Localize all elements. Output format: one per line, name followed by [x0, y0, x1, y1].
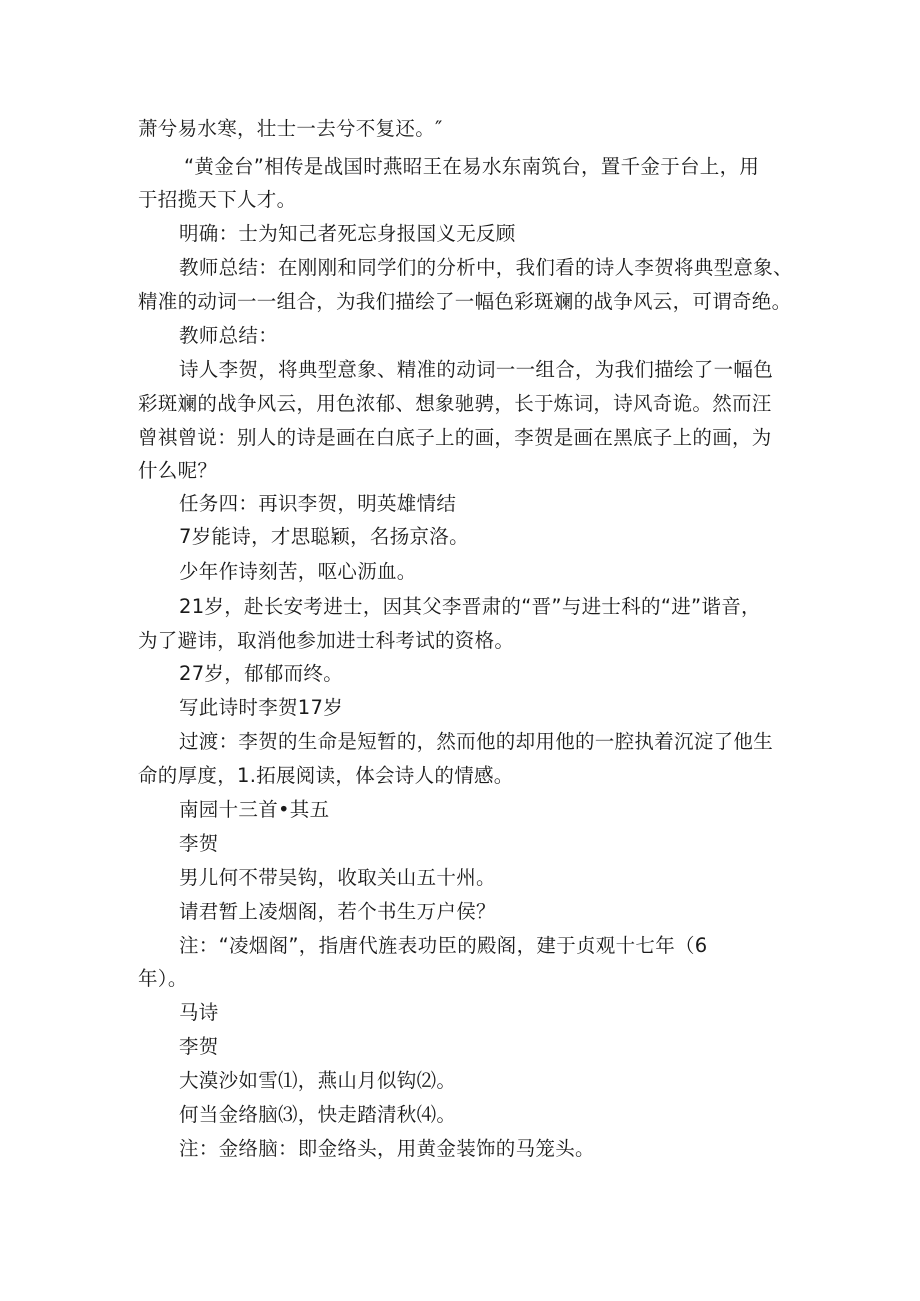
text-line: 注：金络脑：即金络头，用黄金装饰的马笼头。 [179, 1137, 595, 1160]
text-line: 于招揽天下人才。 [138, 188, 297, 211]
text-line: 写此诗时李贺17岁 [179, 696, 344, 719]
text-line: 马诗 [179, 1001, 219, 1024]
text-line: 南园十三首•其五 [179, 798, 330, 821]
text-line: 李贺 [179, 1035, 219, 1058]
text-line: 请君暂上凌烟阁，若个书生万户侯？ [179, 900, 496, 923]
text-line: 彩斑斓的战争风云，用色浓郁、想象驰骋，长于炼词，诗风奇诡。然而汪 [138, 392, 772, 415]
text-line: 精准的动词一一组合，为我们描绘了一幅色彩斑斓的战争风云，可谓奇绝。 [138, 290, 792, 313]
text-line: 为了避讳，取消他参加进士科考试的资格。 [138, 629, 515, 652]
text-line: 李贺 [179, 832, 219, 855]
text-line: 21岁，赴长安考进士，因其父李晋肃的“晋”与进士科的“进”谐音， [179, 595, 761, 618]
text-line: 任务四：再识李贺，明英雄情结 [179, 492, 457, 515]
text-line: 27岁，郁郁而终。 [179, 662, 344, 685]
text-line: 什么呢？ [138, 459, 218, 482]
text-line: 曾祺曾说：别人的诗是画在白底子上的画，李贺是画在黑底子上的画，为 [138, 426, 772, 449]
text-line: 男儿何不带吴钩，收取关山五十州。 [179, 866, 496, 889]
text-line: 教师总结： [179, 324, 279, 347]
text-line: 诗人李贺，将典型意象、精准的动词一一组合，为我们描绘了一幅色 [179, 358, 774, 381]
text-line: 过渡：李贺的生命是短暂的，然而他的却用他的一腔执着沉淀了他生 [179, 730, 774, 753]
text-line: 明确：士为知己者死忘身报国义无反顾 [179, 222, 516, 245]
text-line: 教师总结：在刚刚和同学们的分析中，我们看的诗人李贺将典型意象、 [179, 256, 793, 279]
text-line: 注：“凌烟阁”，指唐代旌表功臣的殿阁，建于贞观十七年（6 [179, 934, 708, 957]
text-line: 萧兮易水寒，壮士一去兮不复还。″ [138, 117, 443, 140]
text-line: 命的厚度，1.拓展阅读，体会诗人的情感。 [138, 764, 514, 787]
text-line: 大漠沙如雪⑴，燕山月似钩⑵。 [179, 1069, 457, 1092]
text-line: 7岁能诗，才思聪颖，名扬京洛。 [179, 525, 469, 548]
text-line: 何当金络脑⑶，快走踏清秋⑷。 [179, 1103, 457, 1126]
text-line: 年）。 [138, 967, 188, 990]
text-line: 少年作诗刻苦，呕心沥血。 [179, 560, 417, 583]
text-line: “黄金台”相传是战国时燕昭王在易水东南筑台，置千金于台上，用 [184, 155, 760, 178]
